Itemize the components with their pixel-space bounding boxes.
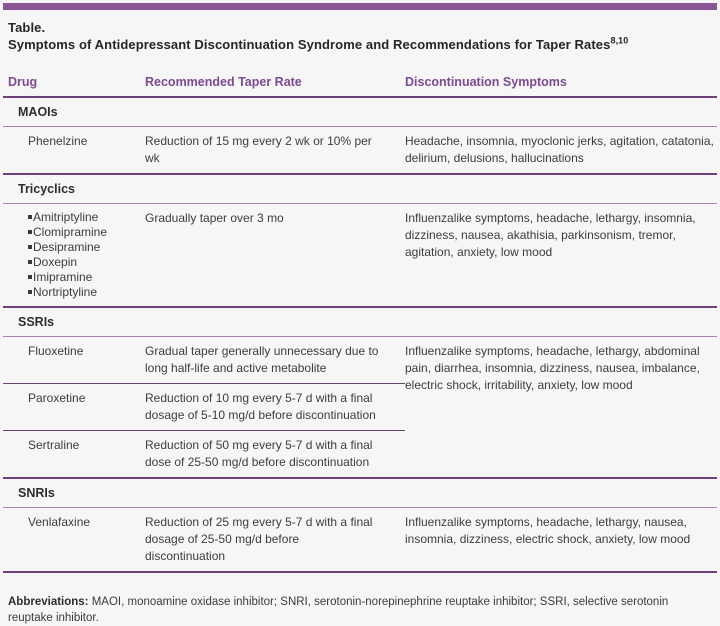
square-bullet-icon bbox=[28, 215, 32, 219]
square-bullet-icon bbox=[28, 275, 32, 279]
drug-name: Amitriptyline bbox=[33, 210, 99, 224]
accent-top-bar bbox=[3, 3, 717, 10]
symptoms-cell: Influenzalike symptoms, headache, lethargy, insomnia, dizziness, nausea, akathisia, parkinsonism, tremor, agitation, anxiety, low mood bbox=[405, 204, 717, 308]
taper-rate-cell: Reduction of 15 mg every 2 wk or 10% per wk bbox=[145, 127, 405, 175]
group-label: MAOIs bbox=[3, 97, 717, 127]
taper-rate-cell: Reduction of 25 mg every 5-7 d with a final dosage of 25-50 mg/d before discontinuation bbox=[145, 508, 405, 573]
shared-symptoms-cell: Influenzalike symptoms, headache, lethargy, abdominal pain, diarrhea, insomnia, dizziness, nausea, imbalance, electric shock, irritability, anxiety, low mood bbox=[405, 337, 717, 479]
footnote-label: Abbreviations: bbox=[8, 596, 89, 608]
square-bullet-icon bbox=[28, 245, 32, 249]
list-item bbox=[28, 255, 141, 270]
table-title bbox=[8, 36, 712, 53]
symptoms-cell: Influenzalike symptoms, headache, lethargy, nausea, insomnia, dizziness, electric shock, anxiety, low mood bbox=[405, 508, 717, 573]
list-item bbox=[28, 270, 141, 285]
group-header-maois bbox=[3, 97, 717, 127]
list-item bbox=[28, 240, 141, 255]
drug-name: Fluoxetine bbox=[3, 337, 145, 384]
footnote-text: MAOI, monoamine oxidase inhibitor; SNRI, serotonin-norepinephrine reuptake inhibitor; SSRI, selective serotonin reuptake inhibitor. bbox=[8, 596, 669, 624]
list-item bbox=[28, 225, 141, 240]
tricyclic-drug-list bbox=[28, 210, 141, 300]
group-header-tricyclics bbox=[3, 174, 717, 204]
table-label: Table. bbox=[8, 20, 46, 35]
drug-name: Sertraline bbox=[3, 431, 145, 479]
column-header-row bbox=[3, 73, 717, 97]
citation-superscript: 8,10 bbox=[610, 35, 629, 46]
drug-name: Phenelzine bbox=[3, 127, 145, 175]
table-row-venlafaxine bbox=[3, 508, 717, 573]
table-row-tricyclics bbox=[3, 204, 717, 308]
taper-table bbox=[3, 73, 717, 573]
group-header-snris bbox=[3, 478, 717, 508]
drug-name: Clomipramine bbox=[33, 225, 108, 239]
table-row-phenelzine bbox=[3, 127, 717, 175]
square-bullet-icon bbox=[28, 230, 32, 234]
drug-name: Venlafaxine bbox=[3, 508, 145, 573]
group-label: SSRIs bbox=[3, 307, 717, 337]
group-header-ssris bbox=[3, 307, 717, 337]
taper-rate-cell: Gradually taper over 3 mo bbox=[145, 204, 405, 308]
drug-name: Imipramine bbox=[33, 270, 93, 284]
list-item bbox=[28, 285, 141, 300]
drug-name: Paroxetine bbox=[3, 384, 145, 431]
column-header-symptoms: Discontinuation Symptoms bbox=[405, 73, 717, 97]
group-label: SNRIs bbox=[3, 478, 717, 508]
drug-name: Nortriptyline bbox=[33, 285, 98, 299]
abbreviations-footnote bbox=[8, 594, 709, 626]
group-label: Tricyclics bbox=[3, 174, 717, 204]
table-row-fluoxetine bbox=[3, 337, 717, 384]
drug-list-cell bbox=[3, 204, 145, 308]
symptoms-cell: Headache, insomnia, myoclonic jerks, agitation, catatonia, delirium, delusions, hallucinations bbox=[405, 127, 717, 175]
square-bullet-icon bbox=[28, 260, 32, 264]
drug-name: Doxepin bbox=[33, 255, 78, 269]
table-title-text: Symptoms of Antidepressant Discontinuation Syndrome and Recommendations for Taper Rates bbox=[8, 37, 611, 52]
list-item bbox=[28, 210, 141, 225]
drug-name: Desipramine bbox=[33, 240, 101, 254]
taper-rate-cell: Gradual taper generally unnecessary due to long half-life and active metabolite bbox=[145, 337, 405, 384]
column-header-taper-rate: Recommended Taper Rate bbox=[145, 73, 405, 97]
square-bullet-icon bbox=[28, 290, 32, 294]
column-header-drug: Drug bbox=[3, 73, 145, 97]
taper-rate-cell: Reduction of 10 mg every 5-7 d with a final dosage of 5-10 mg/d before discontinuation bbox=[145, 384, 405, 431]
table-title-block bbox=[8, 19, 712, 53]
taper-rate-cell: Reduction of 50 mg every 5-7 d with a final dose of 25-50 mg/d before discontinuation bbox=[145, 431, 405, 479]
